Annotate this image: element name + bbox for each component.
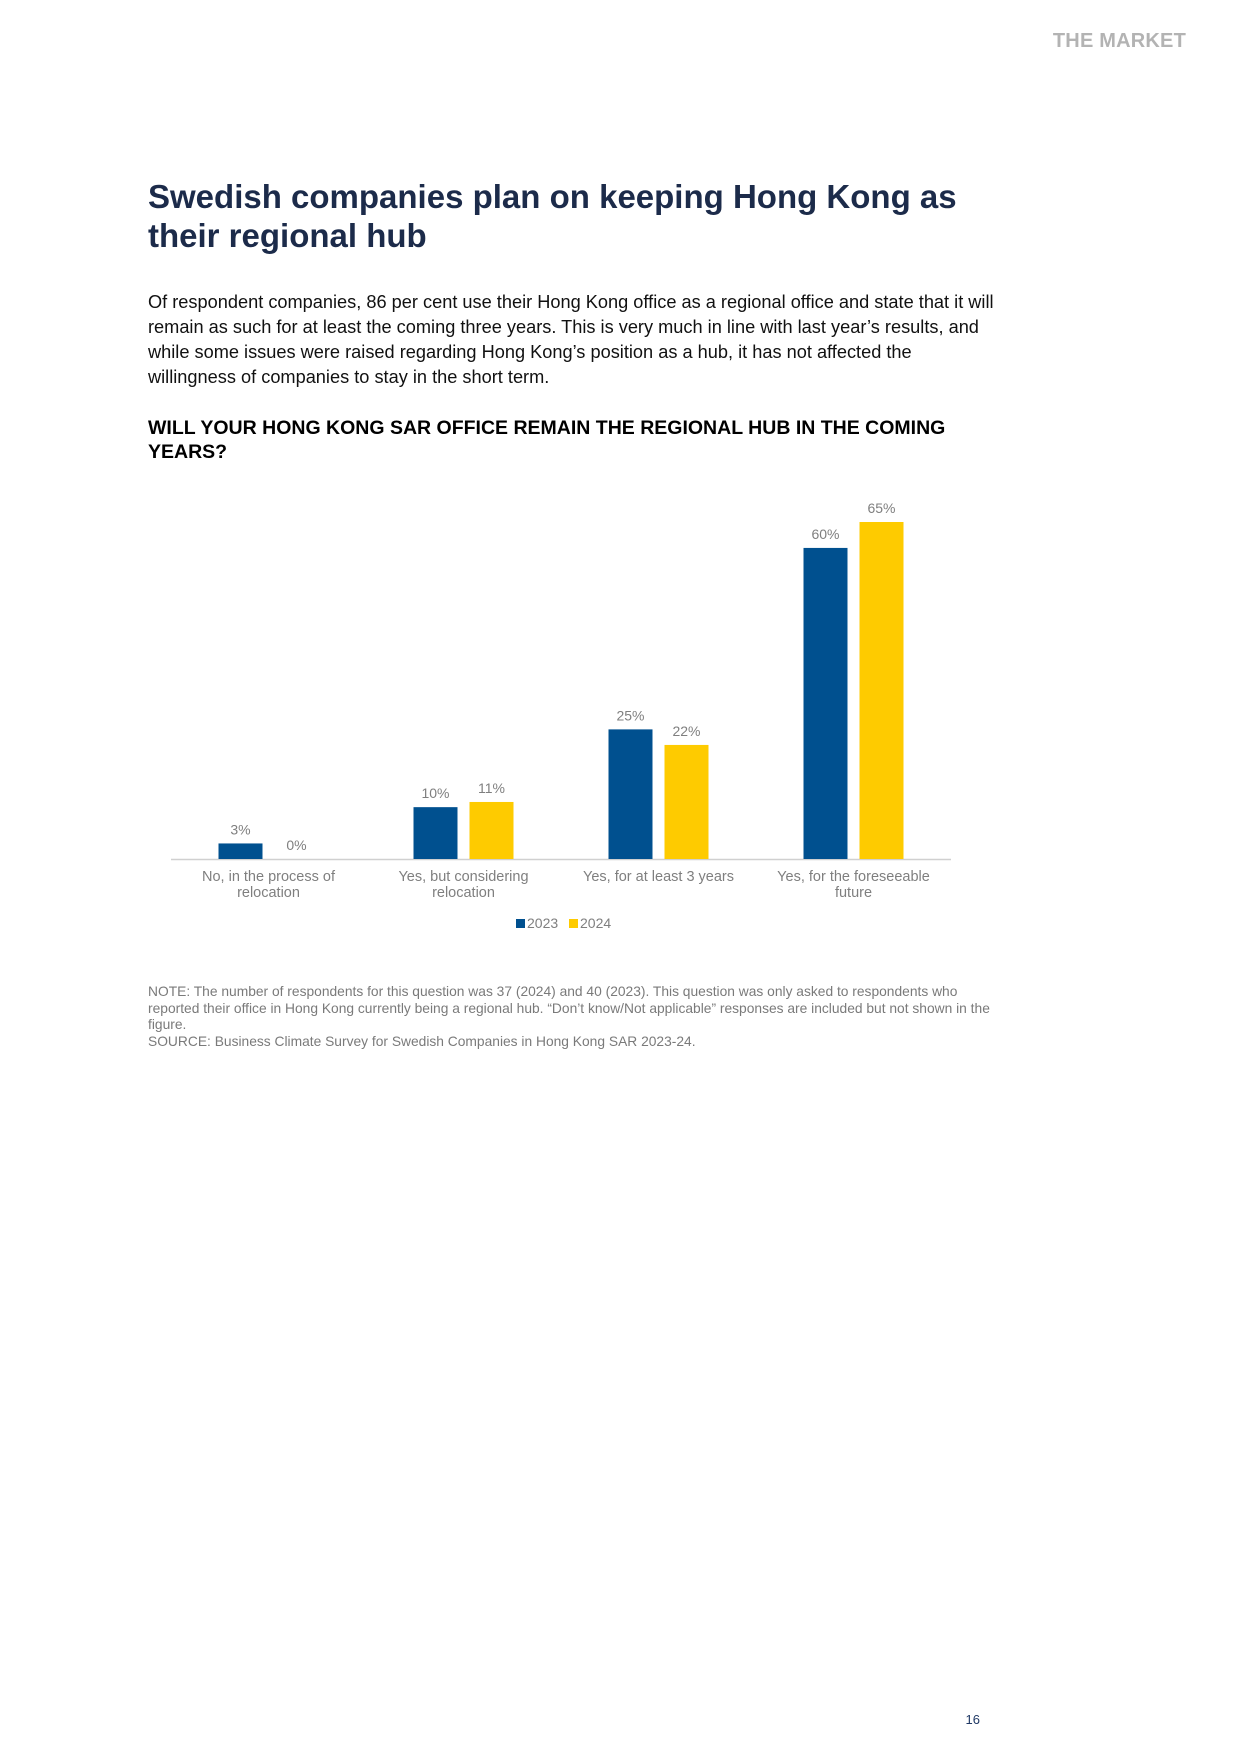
intro-paragraph: Of respondent companies, 86 per cent use their Hong Kong office as a regional office and state that it will remain as such for at least the coming three years. This is very much in line with last year’s results, and while some issues were raised regarding Hong Kong’s position as a hub, it has not affected the willingness of companies to stay in the short term. <box>148 292 994 387</box>
category-label-4-line-2: future <box>834 885 873 901</box>
legend-swatch-2023 <box>516 919 525 928</box>
category-label-3: Yes, for at least 3 years <box>583 869 734 885</box>
bar-2024-4 <box>860 522 904 859</box>
page-number: 16 <box>965 1712 980 1727</box>
section-label: THE MARKET <box>1052 30 1186 52</box>
category-label-1-line-2: relocation <box>237 885 300 901</box>
bar-2023-4 <box>804 548 848 859</box>
data-label-2023-2: 10% <box>421 785 450 802</box>
bar-chart <box>148 480 978 950</box>
note-text: NOTE: The number of respondents for this question was 37 (2024) and 40 (2023). This question was only asked to respondents who reported their office in Hong Kong currently being a regional hub. “Don’t know/Not applicable” responses are included but not shown in the figure. <box>148 984 990 1032</box>
legend-swatch-2024 <box>569 919 578 928</box>
bar-2023-2 <box>414 807 458 859</box>
legend-label-2024: 2024 <box>580 915 612 931</box>
bar-2024-2 <box>470 802 514 859</box>
legend-label-2023: 2023 <box>527 915 559 931</box>
source-text: SOURCE: Business Climate Survey for Swedish Companies in Hong Kong SAR 2023-24. <box>148 1033 696 1049</box>
data-label-2024-2: 11% <box>478 779 505 796</box>
category-label-1-line-1: No, in the process of <box>202 869 335 885</box>
data-label-2024-1: 0% <box>286 837 307 853</box>
bar-2023-1 <box>219 843 263 859</box>
category-label-2-line-1: Yes, but considering <box>398 869 529 885</box>
bar-chart-svg <box>148 480 978 950</box>
bar-2023-3 <box>609 729 653 859</box>
page-title: Swedish companies plan on keeping Hong Kong as their regional hub <box>148 178 957 254</box>
category-label-4-line-1: Yes, for the foreseeable <box>777 869 930 885</box>
data-label-2024-3: 22% <box>672 722 701 739</box>
category-label-2-line-2: relocation <box>432 885 495 901</box>
data-label-2023-3: 25% <box>616 707 645 724</box>
chart-question-heading: WILL YOUR HONG KONG SAR OFFICE REMAIN THE REGIONAL HUB IN THE COMING YEARS? <box>148 417 946 463</box>
chart-notes <box>148 984 998 1050</box>
data-label-2024-4: 65% <box>867 500 896 516</box>
data-label-2023-1: 3% <box>230 821 251 838</box>
bar-2024-3 <box>665 745 709 859</box>
data-label-2023-4: 60% <box>811 525 840 542</box>
